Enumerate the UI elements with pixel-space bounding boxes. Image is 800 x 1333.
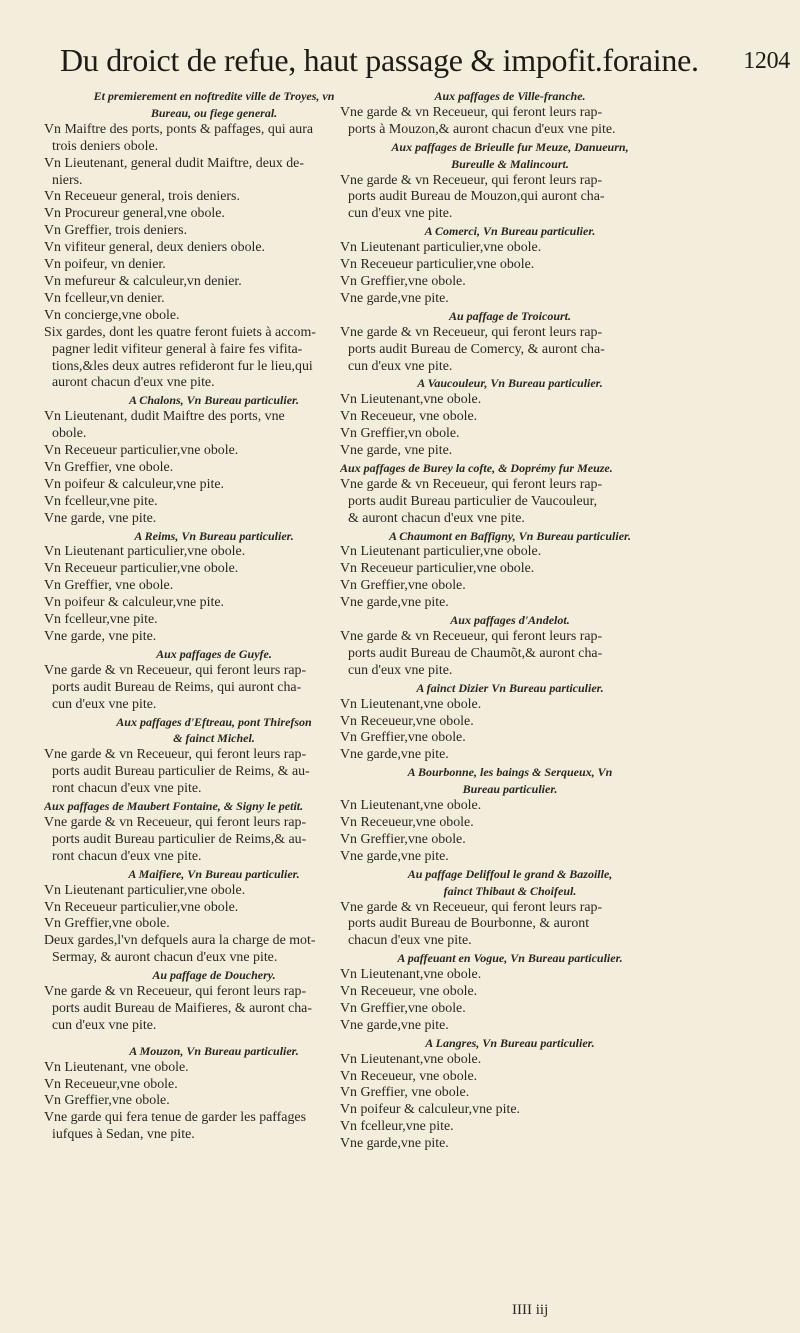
text-line: ports audit Bureau particulier de Reims,& au- [52,831,307,847]
text-line: Vn Lieutenant particulier,vne obole. [44,882,246,898]
text-line: cun d'eux vne pite. [348,206,453,222]
text-line: ront chacun d'eux vne pite. [52,848,202,864]
text-line: Vn Greffier,vne obole. [44,1093,170,1109]
text-line: Vn Maiftre des ports, ponts & paffages, qui aura [44,121,314,137]
text-line: ports audit Bureau particulier de Reims, & au- [52,764,310,780]
text-line: Vne garde,vne pite. [340,1017,449,1033]
text-line: ports audit Bureau de Bourbonne, & auront [348,916,590,932]
text-line: Vne garde,vne pite. [340,848,449,864]
text-line: Vn Greffier,vne obole. [340,1000,466,1016]
text-line: Vne garde & vn Receueur, qui feront leurs rap- [340,476,603,492]
section-heading: A paffeuant en Vogue, Vn Bureau particulier. [397,951,623,966]
section-heading: A Vaucouleur, Vn Bureau particulier. [417,376,603,391]
text-line: Vne garde & vn Receueur, qui feront leurs rap- [44,747,307,763]
text-line: ports audit Bureau de Comercy, & auront cha- [348,341,605,357]
text-line: Vn fcelleur,vn denier. [44,290,165,306]
text-line: Deux gardes,l'vn defquels aura la charge de mot- [44,933,316,949]
text-line: Vn Procureur general,vne obole. [44,206,225,222]
text-line: Vn Lieutenant particulier,vne obole. [340,544,542,560]
text-line: Vn Receueur particulier,vne obole. [340,561,535,577]
section-heading: Aux paffages d'Eftreau, pont Thirefson [116,714,312,729]
text-line: Vn Receueur,vne obole. [340,713,474,729]
running-header [60,42,790,92]
text-line: Vn Greffier, vne obole. [44,459,174,475]
text-line: & auront chacun d'eux vne pite. [348,510,525,526]
section-heading: A Chaumont en Baffigny, Vn Bureau particulier. [388,528,632,543]
text-line: Vne garde,vne pite. [340,290,449,306]
section-heading: Au paffage Deliffoul le grand & Bazoille, [407,866,613,881]
section-heading: Bureau particulier. [462,782,558,797]
text-line: Vne garde & vn Receueur, qui feront leurs rap- [340,324,603,340]
text-line: cun d'eux vne pite. [348,662,453,678]
section-heading: A Bourbonne, les baings & Serqueux, Vn [407,765,613,780]
section-heading: Aux paffages de Ville-franche. [434,89,586,103]
text-line: ports audit Bureau de Mouzon,qui auront cha- [348,189,605,205]
text-line: Vne garde & vn Receueur, qui feront leurs rap- [44,662,307,678]
text-line: Vne garde, vne pite. [340,443,453,459]
page-number: 1204 [743,48,790,74]
text-line: Vne garde & vn Receueur, qui feront leurs rap- [340,104,603,120]
section-heading: A Chalons, Vn Bureau particulier. [128,393,300,408]
section-heading: Aux paffages de Guyfe. [156,646,272,661]
text-line: Vn Greffier, vne obole. [340,1085,470,1101]
text-line: Vn Receueur particulier,vne obole. [44,443,239,459]
text-line: iufques à Sedan, vne pite. [52,1127,195,1143]
text-line: Vne garde & vn Receueur, qui feront leurs rap- [340,629,603,644]
text-line: ront chacun d'eux vne pite. [52,781,202,797]
text-line: Vn Receueur,vne obole. [44,1076,178,1092]
text-line: chacun d'eux vne pite. [348,933,472,949]
text-line: Vne garde,vne pite. [340,595,449,611]
text-line: Vn Receueur,vne obole. [340,814,474,830]
text-line: Vne garde & vn Receueur, qui feront leurs rap- [340,172,603,188]
text-line: cun d'eux vne pite. [52,1017,157,1033]
text-line: Vne garde, vne pite. [44,629,157,644]
text-line: Vn Greffier,vne obole. [340,273,466,289]
text-line: Vne garde & vn Receueur, qui feront leurs rap- [340,899,603,915]
section-heading: Aux paffages d'Andelot. [450,613,570,628]
section-heading: A Maifiere, Vn Bureau particulier. [128,866,300,881]
text-line: Vn Greffier,vn obole. [340,426,460,442]
text-line: Vn concierge,vne obole. [44,307,180,323]
text-line: obole. [52,426,87,442]
section-heading: A Reims, Vn Bureau particulier. [134,528,294,543]
text-line: Vn poifeur & calculeur,vne pite. [340,1102,520,1118]
text-line: Vn Lieutenant, general dudit Maiftre, deux de- [44,155,304,171]
text-line: Vn Greffier,vne obole. [340,831,466,847]
text-line: cun d'eux vne pite. [348,358,453,374]
section-heading: A Mouzon, Vn Bureau particulier. [129,1043,299,1058]
page-title: Du droict de refue, haut passage & impofit.foraine. [60,42,699,78]
text-line: Vn Receueur particulier,vne obole. [340,257,535,273]
text-line: Vn Lieutenant, vne obole. [44,1059,189,1075]
text-line: Vn Greffier, trois deniers. [44,223,188,239]
section-heading: Aux paffages de Maubert Fontaine, & Signy le petit. [44,799,304,814]
text-line: cun d'eux vne pite. [52,696,157,712]
text-line: Vn fcelleur,vne pite. [44,493,158,509]
section-heading: & fainct Michel. [173,731,255,746]
text-line: Vn Greffier,vne obole. [44,916,170,932]
section-heading: Au paffage de Douchery. [152,968,276,983]
text-line: ports audit Bureau de Chaumõt,& auront cha- [348,645,603,661]
text-line: Vn Receueur particulier,vne obole. [44,561,239,577]
section-heading: Bureulle & Malincourt. [451,156,569,171]
section-heading: Au paffage de Troicourt. [449,308,571,323]
text-line: ports audit Bureau de Reims, qui auront cha- [52,679,302,695]
text-line: Vn poifeur & calculeur,vne pite. [44,595,224,611]
text-line: Vn Receueur, vne obole. [340,409,478,425]
text-line: ports audit Bureau particulier de Vaucouleur, [348,493,598,509]
text-line: ports à Mouzon,& auront chacun d'eux vne pite. [348,121,616,137]
left-column [44,88,384,1144]
text-line: Vn Lieutenant,vne obole. [340,798,482,814]
text-line: Vne garde & vn Receueur, qui feront leurs rap- [44,814,307,830]
text-line: Vn Receueur general, trois deniers. [44,189,240,205]
text-line: Vn Lieutenant,vne obole. [340,392,482,408]
text-line: trois deniers obole. [52,138,159,154]
text-line: Vn Greffier,vne obole. [340,730,466,746]
section-heading: Et premierement en noftredite ville de Troyes, vn [93,89,335,103]
text-line: Vn Lieutenant,vne obole. [340,1051,482,1067]
printer-signature: IIII iij [512,1302,549,1318]
text-line: Vn Lieutenant particulier,vne obole. [44,544,246,560]
section-heading: A Langres, Vn Bureau particulier. [425,1035,595,1050]
text-line: Vne garde qui fera tenue de garder les paffages [44,1110,306,1126]
text-line: Vn Receueur particulier,vne obole. [44,899,239,915]
text-line: Vn Greffier,vne obole. [340,578,466,594]
text-line: Vn vifiteur general, deux deniers obole. [44,240,266,256]
text-line: ports audit Bureau de Maifieres, & auront cha- [52,1000,312,1016]
text-line: Vn poifeur & calculeur,vne pite. [44,476,224,492]
right-column [340,88,680,1153]
text-line: Vn fcelleur,vne pite. [340,1119,454,1135]
text-line: Vn poifeur, vn denier. [44,257,166,273]
section-heading: A fainct Dizier Vn Bureau particulier. [416,680,604,695]
text-line: Vne garde & vn Receueur, qui feront leurs rap- [44,984,307,1000]
text-line: Vne garde,vne pite. [340,1136,449,1152]
text-line: niers. [52,172,83,188]
text-line: Vn Receueur, vne obole. [340,1068,478,1084]
text-line: tions,&les deux autres refideront fur le lieu,qui [52,358,313,374]
text-line: auront chacun d'eux vne pite. [52,375,215,391]
section-heading: Aux paffages de Brieulle fur Meuze, Danueurn, [391,139,629,154]
text-line: Vn Lieutenant, dudit Maiftre des ports, vne [44,409,285,425]
text-line: Sermay, & auront chacun d'eux vne pite. [52,950,278,966]
section-heading: fainct Thibaut & Choifeul. [443,883,577,898]
text-line: Vn mefureur & calculeur,vn denier. [44,273,242,289]
text-line: Vn Receueur, vne obole. [340,984,478,1000]
text-line: Vn Lieutenant,vne obole. [340,696,482,712]
section-heading: A Comerci, Vn Bureau particulier. [424,224,596,239]
text-line: Vn Lieutenant,vne obole. [340,967,482,983]
text-line: Vn Lieutenant particulier,vne obole. [340,240,542,256]
text-line: Vne garde,vne pite. [340,747,449,763]
text-line: Vne garde, vne pite. [44,510,157,526]
text-line: Vn fcelleur,vne pite. [44,612,158,628]
text-line: Vn Greffier, vne obole. [44,578,174,594]
text-line: pagner ledit vifiteur general à faire fes vifita- [52,341,303,357]
text-line: Six gardes, dont les quatre feront fuiets à accom- [44,324,316,340]
section-heading: Bureau, ou fiege general. [150,105,278,120]
section-heading: Aux paffages de Burey la cofte, & Doprémy fur Meuze. [340,460,613,475]
